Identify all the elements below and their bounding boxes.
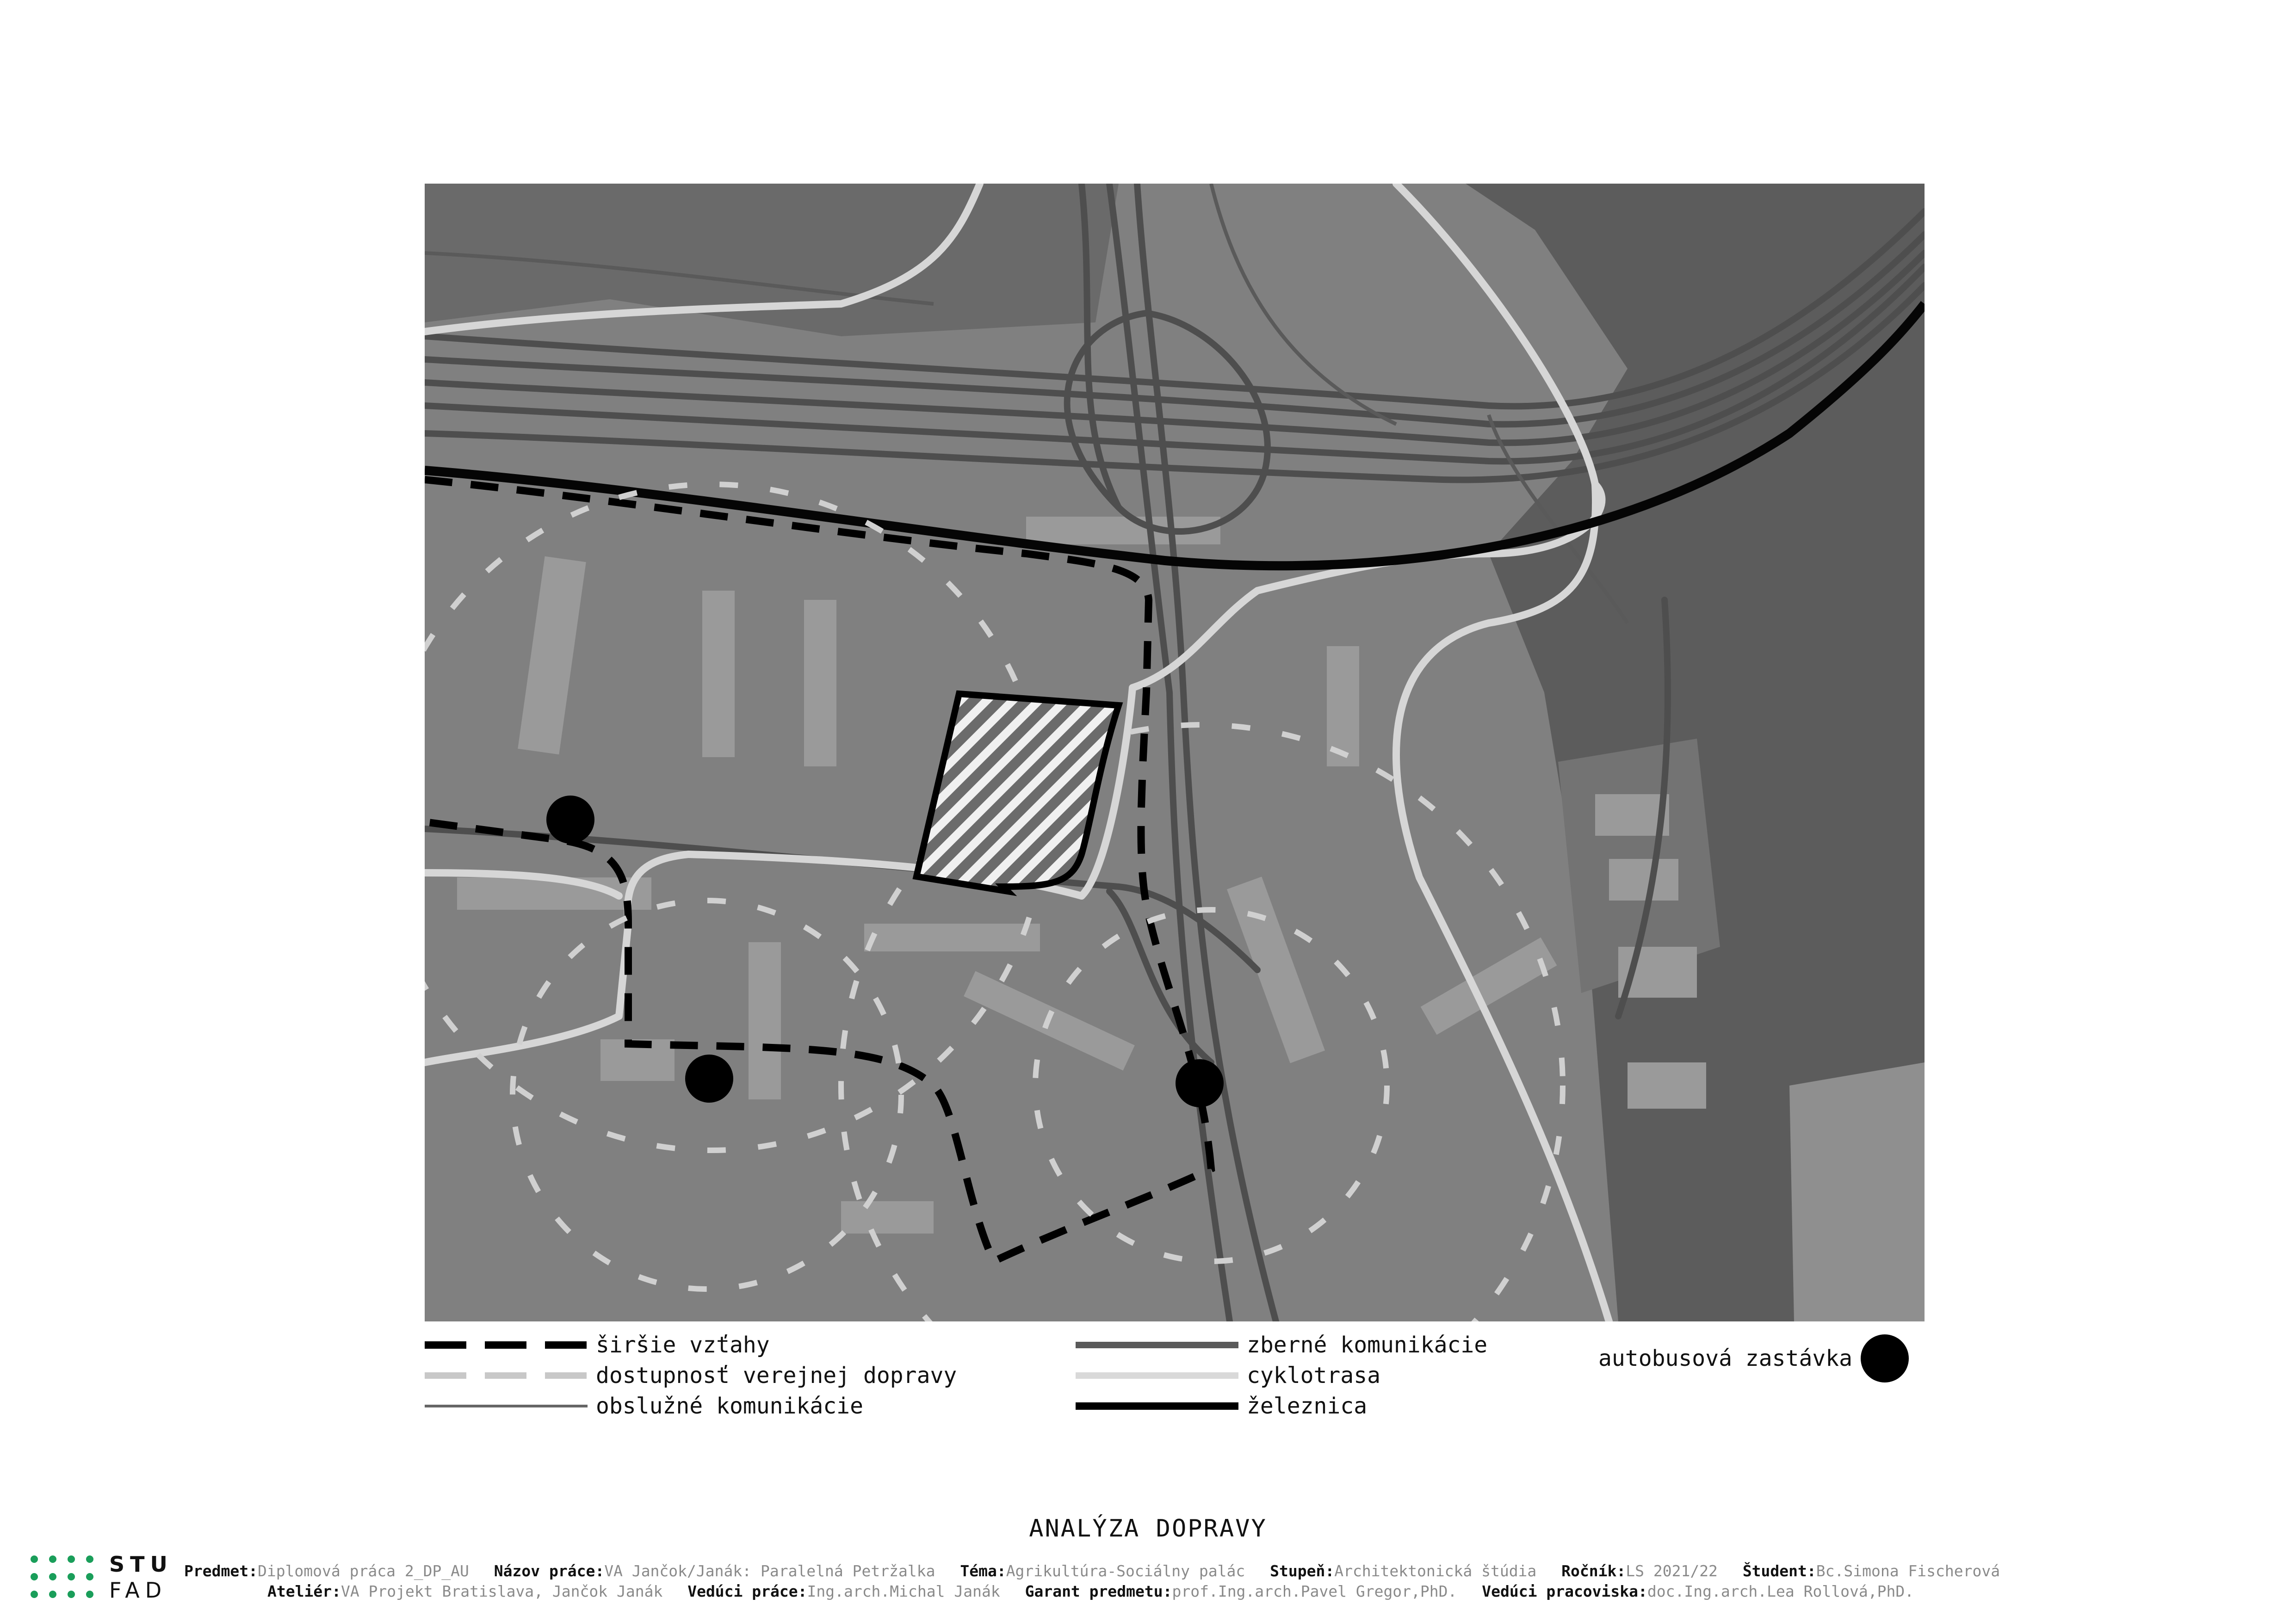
info-key: Ročník:: [1561, 1562, 1626, 1580]
info-row: [184, 1581, 2127, 1602]
info-row: [184, 1561, 2127, 1581]
info-value: Ing.arch.Michal Janák: [807, 1582, 1000, 1600]
info-value: Agrikultúra-Sociálny palác: [1006, 1562, 1245, 1580]
info-value: Diplomová práca 2_DP_AU: [257, 1562, 469, 1580]
info-value: doc.Ing.arch.Lea Rollová,PhD.: [1647, 1582, 1914, 1600]
info-key: Téma:: [960, 1562, 1006, 1580]
legend-label: cyklotrasa: [1247, 1363, 1380, 1388]
legend-swatch-solid-thin: [425, 1401, 588, 1412]
legend-label: autobusová zastávka: [1598, 1345, 1853, 1371]
info-key: Garant predmetu:: [1025, 1582, 1172, 1600]
bus-stop: [1176, 1059, 1224, 1107]
legend-dostupnost: [425, 1363, 957, 1388]
logo-text-fad: FAD: [109, 1578, 167, 1603]
legend-zeleznica: [1076, 1393, 1367, 1419]
legend-sirsie-vztahy: [425, 1332, 770, 1358]
info-key: Vedúci práce:: [687, 1582, 807, 1600]
legend-swatch-dashed-bold: [425, 1339, 588, 1351]
info-value: VA Projekt Bratislava, Jančok Janák: [340, 1582, 663, 1600]
bus-stop: [546, 796, 594, 844]
bus-stop: [685, 1055, 733, 1103]
legend-label: dostupnosť verejnej dopravy: [596, 1363, 957, 1388]
info-key: Názov práce:: [494, 1562, 605, 1580]
legend-swatch-solid-bold: [1076, 1401, 1238, 1412]
legend-zberne: [1076, 1332, 1487, 1358]
legend-label: obslužné komunikácie: [596, 1393, 863, 1419]
legend-swatch-dashed-light: [425, 1370, 588, 1381]
legend-bus-stop: [1598, 1334, 1909, 1382]
info-value: VA Jančok/Janák: Paralelná Petržalka: [604, 1562, 935, 1580]
info-key: Vedúci pracoviska:: [1482, 1582, 1647, 1600]
info-value: Architektonická štúdia: [1334, 1562, 1537, 1580]
title-block-info: [184, 1561, 2127, 1602]
legend-swatch-solid-medium: [1076, 1339, 1238, 1351]
field-area-southeast: [1789, 1062, 1925, 1321]
info-key: Stupeň:: [1270, 1562, 1335, 1580]
info-value: LS 2021/22: [1626, 1562, 1718, 1580]
legend-label: zberné komunikácie: [1247, 1332, 1488, 1358]
info-value: Bc.Simona Fischerová: [1816, 1562, 2000, 1580]
logo-text-stu: STU: [109, 1552, 173, 1577]
info-key: Študent:: [1742, 1562, 1816, 1580]
legend-label: širšie vzťahy: [596, 1332, 770, 1358]
transport-analysis-map: [425, 184, 1925, 1321]
info-value: prof.Ing.arch.Pavel Gregor,PhD.: [1172, 1582, 1457, 1600]
stu-fad-logo: [31, 1552, 179, 1607]
legend-obsluzne: [425, 1393, 863, 1419]
info-key: Ateliér:: [267, 1582, 341, 1600]
legend-swatch-solid-light: [1076, 1370, 1238, 1381]
info-key: Predmet:: [184, 1562, 258, 1580]
logo-dots-icon: [31, 1555, 95, 1602]
legend-label: železnica: [1247, 1393, 1368, 1419]
plate-title: ANALÝZA DOPRAVY: [1029, 1515, 1267, 1543]
bus-stop-icon: [1861, 1334, 1909, 1382]
legend-cyklotrasa: [1076, 1363, 1380, 1388]
